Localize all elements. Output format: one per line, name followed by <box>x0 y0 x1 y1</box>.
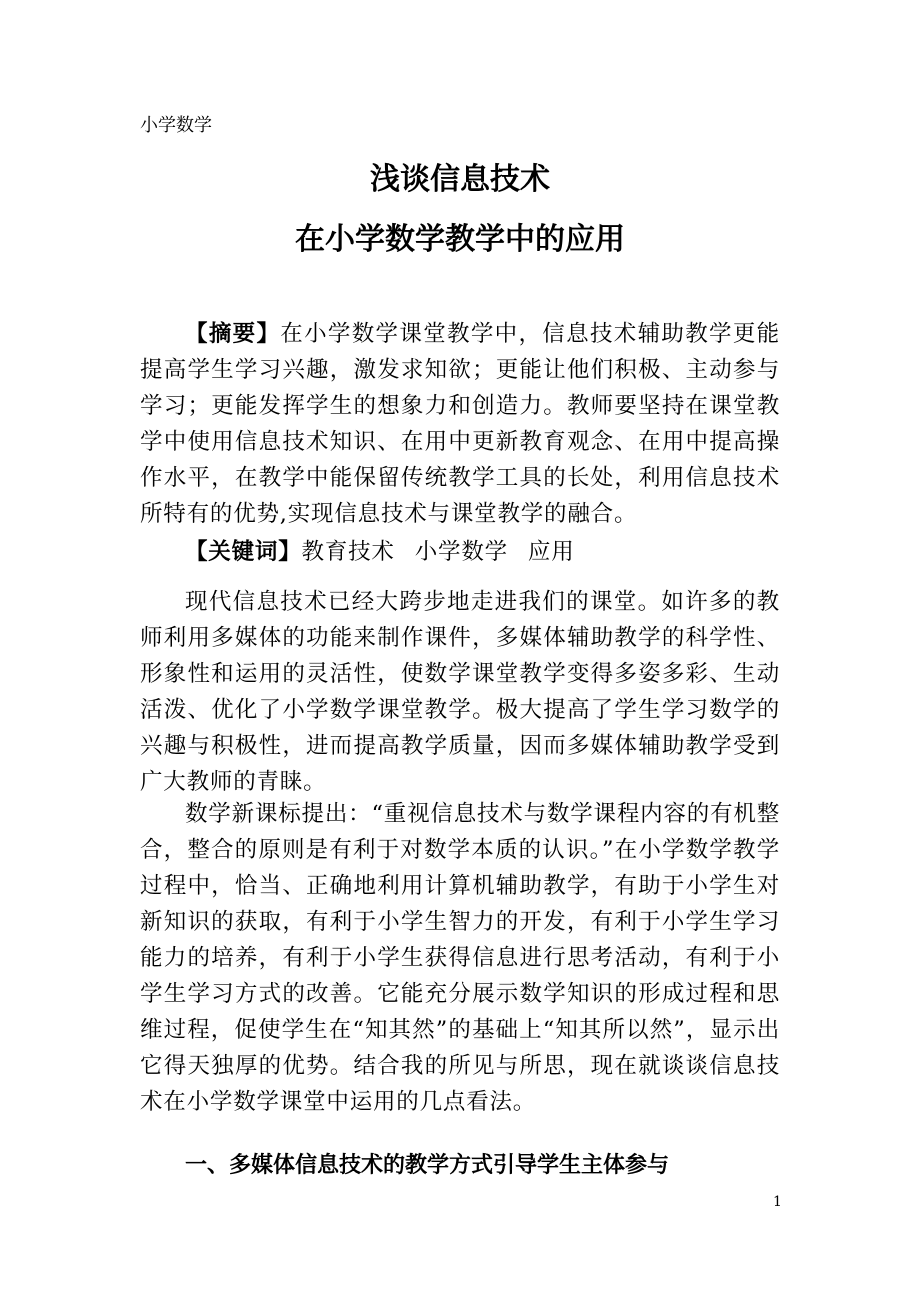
title-line-1: 浅谈信息技术 <box>370 162 550 197</box>
section-heading: 一、多媒体信息技术的教学方式引导学生主体参与 <box>185 1153 670 1178</box>
keyword-item: 教育技术 <box>301 539 395 565</box>
body-paragraph-1 <box>140 584 780 800</box>
paragraph-text: 现代信息技术已经大跨步地走进我们的课堂。如许多的教师利用多媒体的功能来制作课件，多媒体辅助教学的科学性、形象性和运用的灵活性，使数学课堂教学变得多姿多彩、生动活泼、优化了小学数学课堂教学。极大提高了学生学习数学的兴趣与积极性，进而提高教学质量，因而多媒体辅助教学受到广大教师的青睐。 <box>140 589 780 795</box>
abstract-text: 在小学数学课堂教学中，信息技术辅助教学更能提高学生学习兴趣，激发求知欲；更能让他们积极、主动参与学习；更能发挥学生的想象力和创造力。教师要坚持在课堂教学中使用信息技术知识、在用中更新教育观念、在用中提高操作水平，在教学中能保留传统教学工具的长处，利用信息技术所特有的优势,实现信息技术与课堂教学的融合。 <box>140 321 780 527</box>
subject-label: 小学数学 <box>140 115 212 136</box>
body-paragraph-2 <box>140 796 780 1120</box>
keywords-label: 【关键词】 <box>185 539 302 565</box>
abstract-label: 【摘要】 <box>185 321 281 347</box>
paragraph-text: 数学新课标提出：“重视信息技术与数学课程内容的有机整合，整合的原则是有利于对数学本质的认识。”在小学数学教学过程中，恰当、正确地利用计算机辅助教学，有助于小学生对新知识的获取，有利于小学生智力的开发，有利于小学生学习能力的培养，有利于小学生获得信息进行思考活动，有利于小学生学习方式的改善。它能充分展示数学知识的形成过程和思维过程，促使学生在“知其然”的基础上“知其所以然”，显示出它得天独厚的优势。结合我的所见与所思，现在就谈谈信息技术在小学数学课堂中运用的几点看法。 <box>140 801 780 1115</box>
page-number: 1 <box>773 1194 782 1210</box>
abstract-paragraph <box>140 316 780 532</box>
keywords-line <box>140 534 780 570</box>
keyword-item: 应用 <box>527 539 575 565</box>
keyword-item: 小学数学 <box>414 539 508 565</box>
title-line-2: 在小学数学教学中的应用 <box>295 222 625 257</box>
